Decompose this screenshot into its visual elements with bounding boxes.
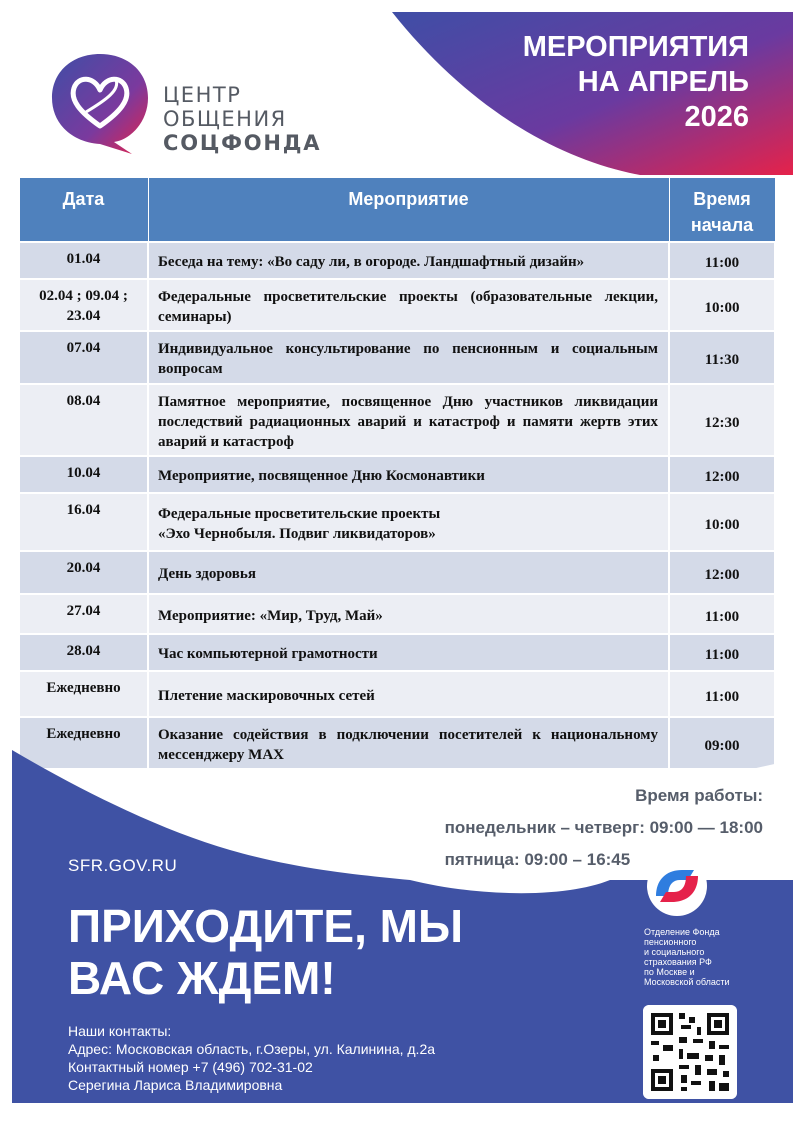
date-cell: Ежедневно [19, 717, 148, 769]
event-cell: Оказание содействия в подключении посетителей к национальному мессенджеру МАХ [148, 717, 669, 769]
contacts [68, 1022, 435, 1094]
event-cell: Мероприятие, посвященное Дню Космонавтики [148, 456, 669, 493]
event-cell: Час компьютерной грамотности [148, 634, 669, 671]
working-hours [445, 780, 763, 876]
date-cell: 08.04 [19, 384, 148, 456]
table-row [19, 594, 775, 634]
org-line: пенсионного [644, 937, 697, 947]
table-row [19, 634, 775, 671]
website-link[interactable]: SFR.GOV.RU [68, 856, 178, 875]
date-cell: Ежедневно [19, 671, 148, 717]
time-cell: 12:00 [669, 456, 775, 493]
sfr-logo-icon [640, 856, 714, 916]
contacts-person: Серегина Лариса Владимировна [68, 1077, 283, 1093]
contacts-title: Наши контакты: [68, 1023, 172, 1039]
event-cell: Мероприятие: «Мир, Труд, Май» [148, 594, 669, 634]
table-header-row [19, 178, 775, 242]
header-time: Время начала [669, 178, 775, 242]
date-cell: 02.04 ; 09.04 ; 23.04 [19, 279, 148, 331]
event-cell: Индивидуальное консультирование по пенсионным и социальным вопросам [148, 331, 669, 384]
time-cell: 11:30 [669, 331, 775, 384]
title-line: МЕРОПРИЯТИЯ [522, 31, 749, 63]
logo-line: СОЦФОНДА [163, 131, 322, 155]
event-cell: Федеральные просветительские проекты (образовательные лекции, семинары) [148, 279, 669, 331]
logo-line: ОБЩЕНИЯ [163, 107, 287, 131]
title-line: 2026 [684, 101, 749, 133]
title-line: НА АПРЕЛЬ [577, 66, 749, 98]
time-cell: 11:00 [669, 671, 775, 717]
hours-title: Время работы: [635, 786, 763, 805]
header-date: Дата [19, 178, 148, 242]
time-cell: 11:00 [669, 242, 775, 279]
table-row [19, 456, 775, 493]
header-event: Мероприятие [148, 178, 669, 242]
slogan-line: ПРИХОДИТЕ, МЫ [68, 900, 463, 952]
table-row [19, 551, 775, 594]
date-cell: 07.04 [19, 331, 148, 384]
org-line: по Москве и [644, 967, 695, 977]
time-cell: 09:00 [669, 717, 775, 769]
event-cell: День здоровья [148, 551, 669, 594]
event-line: «Эхо Чернобыля. Подвиг ликвидаторов» [158, 525, 436, 542]
event-cell: Плетение маскировочных сетей [148, 671, 669, 717]
org-name [644, 927, 754, 987]
table-row [19, 493, 775, 551]
org-line: и социального [644, 947, 705, 957]
slogan [68, 900, 463, 1004]
date-cell: 20.04 [19, 551, 148, 594]
hours-friday: пятница: 09:00 – 16:45 [444, 850, 631, 869]
table-row [19, 384, 775, 456]
date-cell: 28.04 [19, 634, 148, 671]
contacts-address: Адрес: Московская область, г.Озеры, ул. Калинина, д.2а [68, 1041, 436, 1057]
date-cell: 27.04 [19, 594, 148, 634]
time-cell: 10:00 [669, 493, 775, 551]
table-row [19, 671, 775, 717]
time-cell: 12:30 [669, 384, 775, 456]
table-row [19, 242, 775, 279]
event-cell: Беседа на тему: «Во саду ли, в огороде. Ландшафтный дизайн» [148, 242, 669, 279]
events-table [18, 177, 776, 770]
logo-text [163, 83, 321, 155]
contacts-phone: Контактный номер +7 (496) 702-31-02 [68, 1059, 313, 1075]
heart-speech-logo-icon [50, 50, 150, 155]
hours-weekdays: понедельник – четверг: 09:00 — 18:00 [444, 818, 763, 837]
time-cell: 12:00 [669, 551, 775, 594]
event-cell: Памятное мероприятие, посвященное Дню участников ликвидации последствий радиационных аварий и катастроф и памяти жертв этих аварий и катастроф [148, 384, 669, 456]
logo-line: ЦЕНТР [163, 83, 242, 107]
time-cell: 10:00 [669, 279, 775, 331]
date-cell: 10.04 [19, 456, 148, 493]
date-cell: 01.04 [19, 242, 148, 279]
page-title [523, 30, 749, 135]
org-line: Московской области [644, 977, 730, 987]
time-cell: 11:00 [669, 634, 775, 671]
table-row [19, 331, 775, 384]
qr-code-icon[interactable] [643, 1005, 737, 1099]
org-line: Отделение Фонда [644, 927, 720, 937]
event-line: Федеральные просветительские проекты [158, 505, 441, 522]
table-row [19, 279, 775, 331]
event-cell [148, 493, 669, 551]
slogan-line: ВАС ЖДЕМ! [68, 952, 336, 1004]
org-line: страхования РФ [644, 957, 712, 967]
time-cell: 11:00 [669, 594, 775, 634]
date-cell: 16.04 [19, 493, 148, 551]
